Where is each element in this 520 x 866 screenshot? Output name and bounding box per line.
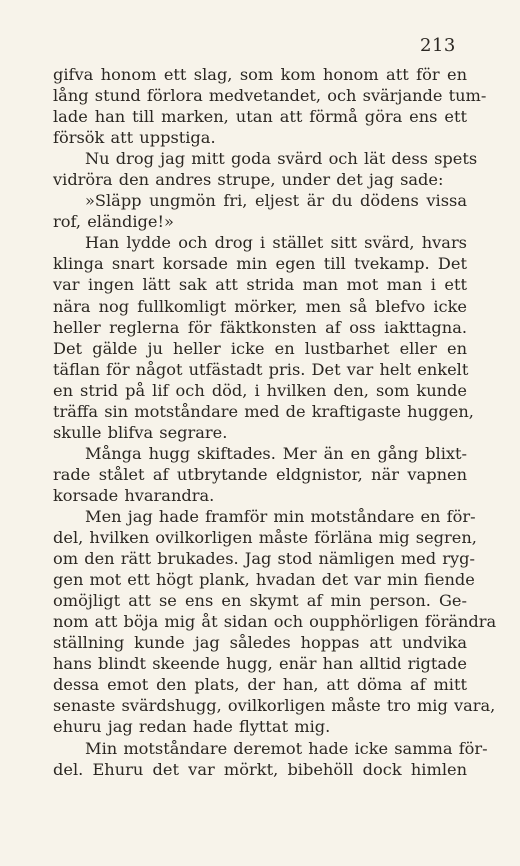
text-line: lång stund förlora medvetandet, och svärjande tum- bbox=[53, 86, 487, 106]
text-line: Min motståndare deremot hade icke samma för- bbox=[85, 738, 488, 758]
text-line: om den rätt brukades. Jag stod nämligen med ryg- bbox=[53, 549, 475, 569]
text-line: del, hvilken ovilkorligen måste förläna mig segren, bbox=[53, 528, 477, 548]
text-line: gen mot ett högt plank, hvadan det var min fiende bbox=[53, 570, 475, 590]
text-line: Han lydde och drog i stället sitt svärd, hvars bbox=[85, 233, 467, 253]
text-line: träffa sin motståndare med de kraftigaste huggen, bbox=[53, 401, 474, 421]
text-line: försök att uppstiga. bbox=[53, 128, 216, 148]
text-line: del. Ehuru det var mörkt, bibehöll dock himlen bbox=[53, 759, 467, 779]
text-line: Det gälde ju heller icke en lustbarhet eller en bbox=[53, 338, 467, 358]
text-line: omöjligt att se ens en skymt af min person. Ge- bbox=[53, 591, 467, 611]
text-line: nom att böja mig åt sidan och oupphörligen förändra bbox=[53, 612, 497, 632]
text-line: dessa emot den plats, der han, att döma af mitt bbox=[53, 675, 467, 695]
text-line: »Släpp ungmön fri, eljest är du dödens vissa bbox=[85, 191, 467, 211]
text-line: senaste svärdshugg, ovilkorligen måste tro mig vara, bbox=[53, 696, 496, 716]
text-line: nära nog fullkomligt mörker, men så blefvo icke bbox=[53, 296, 467, 316]
text-line: var ingen lätt sak att strida man mot man i ett bbox=[53, 275, 467, 295]
text-line: ställning kunde jag således hoppas att undvika bbox=[53, 633, 467, 653]
text-line: en strid på lif och död, i hvilken den, som kunde bbox=[53, 380, 467, 400]
text-line: täflan för något utfästadt pris. Det var helt enkelt bbox=[53, 359, 469, 379]
text-line: vidröra den andres strupe, under det jag sade: bbox=[53, 170, 444, 190]
page-number: 213 bbox=[420, 35, 456, 56]
text-line: Många hugg skiftades. Mer än en gång blixt- bbox=[85, 443, 467, 463]
text-line: korsade hvarandra. bbox=[53, 485, 215, 505]
text-line: ehuru jag redan hade flyttat mig. bbox=[53, 717, 331, 737]
text-line: Men jag hade framför min motståndare en för- bbox=[85, 506, 476, 526]
text-line: Nu drog jag mitt goda svärd och lät dess spets bbox=[85, 149, 478, 169]
body-text bbox=[53, 64, 497, 780]
text-line: hans blindt skeende hugg, enär han alltid rigtade bbox=[53, 654, 467, 674]
text-line: klinga snart korsade min egen till tvekamp. Det bbox=[53, 254, 467, 274]
text-line: lade han till marken, utan att förmå göra ens ett bbox=[53, 107, 467, 127]
text-line: heller reglerna för fäktkonsten af oss iakttagna. bbox=[53, 317, 467, 337]
text-line: rof, eländige!» bbox=[53, 212, 174, 232]
text-line: gifva honom ett slag, som kom honom att för en bbox=[53, 65, 467, 84]
text-line: rade stålet af utbrytande eldgnistor, när vapnen bbox=[53, 464, 467, 484]
text-line: skulle blifva segrare. bbox=[53, 422, 228, 442]
